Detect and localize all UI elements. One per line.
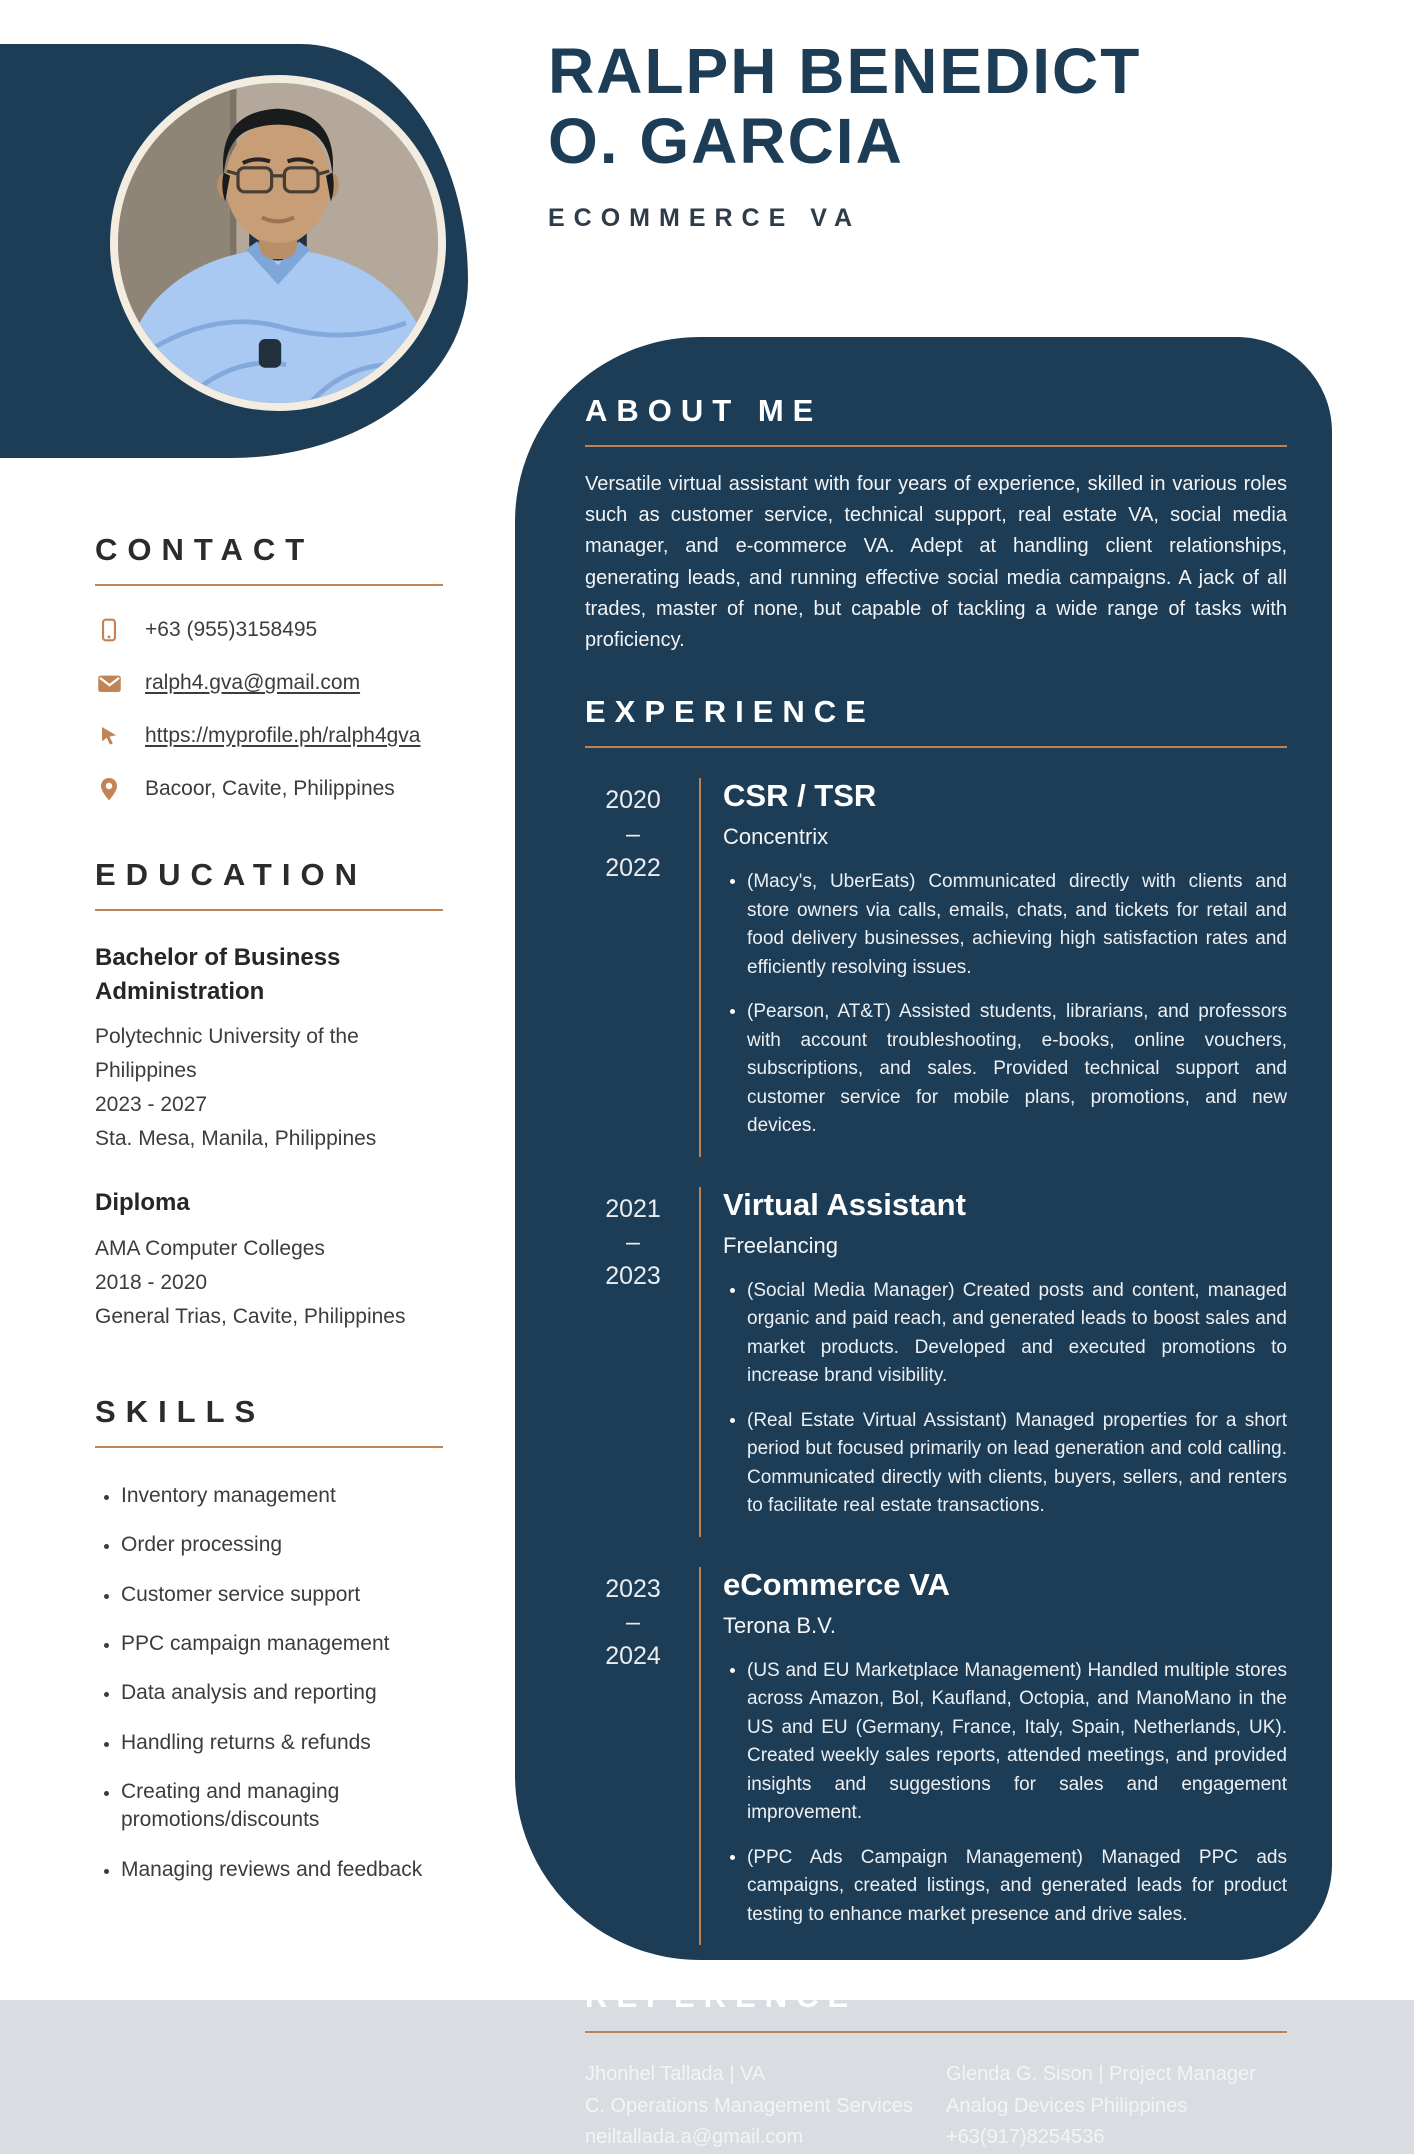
contact-website-link[interactable]: https://myprofile.ph/ralph4gva xyxy=(145,724,421,747)
contact-phone-text: +63 (955)3158495 xyxy=(145,618,318,641)
skills-divider xyxy=(95,1446,443,1448)
date-start: 2021 xyxy=(605,1194,661,1223)
experience-bullet: • (Macy's, UberEats) Communicated directly with clients and store owners via calls, emails, chats, and tickets for retail and food delivery businesses, achieving high satisfaction rates and efficiently resolving issues. xyxy=(747,868,1287,982)
reference-contact: +63(917)8254536 xyxy=(946,2126,1105,2149)
date-separator: – xyxy=(626,819,640,848)
skill-item: • Data analysis and reporting xyxy=(121,1679,443,1707)
school-name: AMA Computer Colleges xyxy=(95,1236,325,1260)
reference-divider xyxy=(585,2031,1287,2033)
date-end: 2022 xyxy=(605,853,661,882)
main-panel xyxy=(515,337,1332,2149)
about-text: Versatile virtual assistant with four years of experience, skilled in various roles such as customer service, technical support, real estate VA, social media manager, and e-commerce VA. Adept at handling client relationships, generating leads, and running effective social media campaigns. A jack of all trades, master of none, but capable of tackling a wide range of tasks with proficiency. xyxy=(585,473,1287,651)
experience-dates xyxy=(585,1187,681,1537)
skill-item: • Handling returns & refunds xyxy=(121,1729,443,1757)
experience-bullets xyxy=(723,868,1287,1141)
contact-item-website xyxy=(95,722,443,750)
education-years: 2018 - 2020 xyxy=(95,1270,208,1294)
experience-body xyxy=(701,1187,1287,1537)
reference-name: Jhonhel Tallada | VA xyxy=(585,2063,766,2086)
skill-item: • Managing reviews and feedback xyxy=(121,1856,443,1884)
skills-section xyxy=(95,1394,443,1884)
experience-company: Terona B.V. xyxy=(723,1612,836,1638)
education-entry xyxy=(95,1186,443,1334)
degree-title: Bachelor of Business Administration xyxy=(95,944,341,1005)
reference-heading: REFERENCE xyxy=(585,1979,858,2015)
education-divider xyxy=(95,909,443,911)
about-section xyxy=(585,393,1287,656)
experience-dates xyxy=(585,1567,681,1946)
profile-photo xyxy=(110,75,446,411)
date-separator: – xyxy=(626,1608,640,1637)
experience-title: Virtual Assistant xyxy=(723,1186,966,1222)
about-heading: ABOUT ME xyxy=(585,393,823,428)
reference-section xyxy=(585,1979,1287,2154)
skills-list xyxy=(95,1482,443,1884)
contact-item-location xyxy=(95,775,443,803)
reference-grid xyxy=(585,2059,1287,2154)
experience-bullet: • (PPC Ads Campaign Management) Managed PPC ads campaigns, created listings, and generated leads for product testing to enhance market presence and drive sales. xyxy=(747,1844,1287,1930)
header xyxy=(548,36,1308,233)
person-name xyxy=(548,36,1308,176)
envelope-icon xyxy=(95,669,123,697)
smartphone-icon xyxy=(95,616,123,644)
reference-entry xyxy=(946,2059,1287,2154)
contact-email-link[interactable]: ralph4.gva@gmail.com xyxy=(145,671,361,694)
education-section xyxy=(95,857,443,1334)
reference-org: C. Operations Management Services xyxy=(585,2094,913,2117)
skill-item: • PPC campaign management xyxy=(121,1630,443,1658)
experience-title: CSR / TSR xyxy=(723,778,877,814)
cursor-arrow-icon xyxy=(95,722,123,750)
experience-bullet: • (Social Media Manager) Created posts and content, managed organic and paid reach, and generated leads to boost sales and market products. Developed and executed promotions to increase brand visibility. xyxy=(747,1277,1287,1391)
date-start: 2023 xyxy=(605,1574,661,1603)
contact-heading: CONTACT xyxy=(95,532,315,567)
contact-item-email xyxy=(95,669,443,697)
experience-entry xyxy=(585,1187,1287,1537)
contact-list xyxy=(95,616,443,803)
experience-heading: EXPERIENCE xyxy=(585,694,875,730)
reference-contact: neiltallada.a@gmail.com xyxy=(585,2126,804,2149)
date-separator: – xyxy=(626,1228,640,1257)
skill-item: • Inventory management xyxy=(121,1482,443,1510)
experience-bullet: • (Pearson, AT&T) Assisted students, librarians, and professors with account troubleshooting, e-books, online vouchers, subscriptions, and sales. Provided technical support and customer service for mobile plans, promotions, and new devices. xyxy=(747,998,1287,1141)
education-entry xyxy=(95,941,443,1156)
job-title: ECOMMERCE VA xyxy=(548,204,862,232)
school-location: Sta. Mesa, Manila, Philippines xyxy=(95,1127,377,1151)
experience-entry xyxy=(585,1567,1287,1946)
location-pin-icon xyxy=(95,775,123,803)
contact-location-text: Bacoor, Cavite, Philippines xyxy=(145,777,395,800)
experience-body xyxy=(701,778,1287,1157)
experience-bullet: • (US and EU Marketplace Management) Handled multiple stores across Amazon, Bol, Kaufland, Octopia, and ManoMano in the US and EU (Germany, France, Italy, Spain, Netherlands, UK). Created weekly sales reports, attended meetings, and provided insights and suggestions for sales and engagement improvement. xyxy=(747,1657,1287,1828)
portrait-illustration xyxy=(118,83,438,403)
left-column xyxy=(95,532,443,1905)
name-line-1: RALPH BENEDICT xyxy=(548,35,1142,107)
skill-item: • Creating and managing promotions/discounts xyxy=(121,1778,443,1835)
reference-org: Analog Devices Philippines xyxy=(946,2094,1188,2117)
experience-dates xyxy=(585,778,681,1157)
experience-bullet: • (Real Estate Virtual Assistant) Managed properties for a short period but focused primarily on lead generation and cold calling. Communicated directly with clients, buyers, sellers, and renters to facilitate real estate transactions. xyxy=(747,1407,1287,1521)
skill-item: • Order processing xyxy=(121,1531,443,1559)
education-details xyxy=(95,1232,443,1334)
experience-entry xyxy=(585,778,1287,1157)
experience-bullets xyxy=(723,1657,1287,1930)
education-details xyxy=(95,1020,443,1156)
experience-body xyxy=(701,1567,1287,1946)
contact-divider xyxy=(95,584,443,586)
experience-company: Freelancing xyxy=(723,1232,838,1258)
date-start: 2020 xyxy=(605,786,661,815)
experience-section xyxy=(585,694,1287,1945)
experience-title: eCommerce VA xyxy=(723,1566,950,1602)
education-years: 2023 - 2027 xyxy=(95,1093,208,1117)
date-end: 2024 xyxy=(605,1642,661,1671)
school-name: Polytechnic University of the Philippines xyxy=(95,1025,359,1083)
reference-name: Glenda G. Sison | Project Manager xyxy=(946,2063,1256,2086)
experience-divider xyxy=(585,746,1287,748)
contact-item-phone xyxy=(95,616,443,644)
education-heading: EDUCATION xyxy=(95,857,367,892)
date-end: 2023 xyxy=(605,1262,661,1291)
name-line-2: O. GARCIA xyxy=(548,105,904,177)
experience-company: Concentrix xyxy=(723,824,829,850)
about-divider xyxy=(585,445,1287,447)
school-location: General Trias, Cavite, Philippines xyxy=(95,1304,406,1328)
contact-section xyxy=(95,532,443,803)
skills-heading: SKILLS xyxy=(95,1393,266,1429)
reference-entry xyxy=(585,2059,926,2154)
experience-bullets xyxy=(723,1277,1287,1521)
skill-item: • Customer service support xyxy=(121,1581,443,1609)
degree-title: Diploma xyxy=(95,1189,190,1217)
